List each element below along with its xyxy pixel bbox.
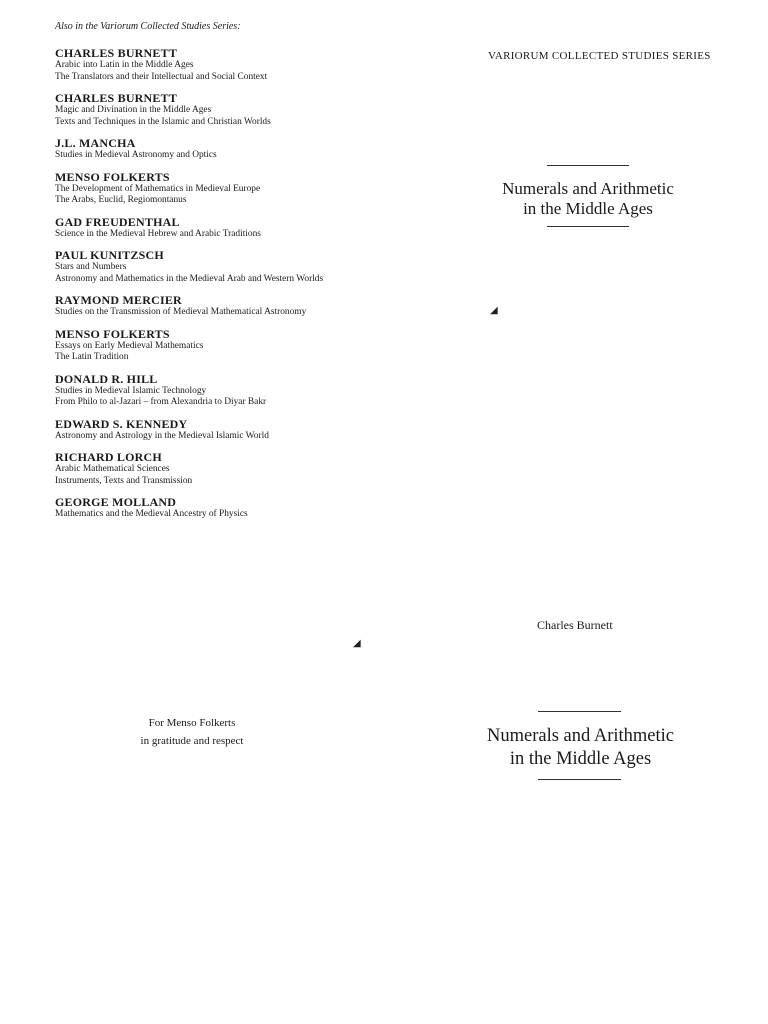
entry-title: Studies in Medieval Islamic Technology	[55, 385, 207, 396]
entry-author: EDWARD S. KENNEDY	[55, 416, 188, 431]
entry-author: MENSO FOLKERTS	[55, 169, 170, 184]
entry-title: Mathematics and the Medieval Ancestry of Physics	[55, 509, 248, 519]
entry-author: CHARLES BURNETT	[55, 91, 178, 105]
entry-subtitle: From Philo to al-Jazari – from Alexandria to Diyar Bakr	[55, 397, 267, 407]
entry-title: Studies in Medieval Astronomy and Optics	[55, 150, 217, 160]
entry-subtitle: The Latin Tradition	[55, 352, 129, 362]
list-item	[55, 450, 435, 487]
entry-author: PAUL KUNITZSCH	[55, 248, 164, 262]
scan-speck: ◢	[490, 305, 498, 316]
entry-author: RICHARD LORCH	[55, 450, 162, 464]
entry-title: Arabic Mathematical Sciences	[55, 464, 170, 474]
entry-title: Essays on Early Medieval Mathematics	[55, 340, 204, 351]
dedication-line-2: in gratitude and respect	[140, 735, 244, 747]
entry-author: J.L. MANCHA	[55, 136, 136, 150]
series-intro: Also in the Variorum Collected Studies Series:	[55, 21, 241, 32]
author-name: Charles Burnett	[537, 618, 613, 632]
half-title-line-1: Numerals and Arithmetic	[502, 179, 674, 198]
list-item	[55, 248, 435, 285]
entry-author: DONALD R. HILL	[55, 371, 158, 386]
entry-subtitle: Texts and Techniques in the Islamic and Christian Worlds	[55, 116, 271, 127]
list-item	[55, 46, 435, 83]
series-label: VARIORUM COLLECTED STUDIES SERIES	[488, 50, 711, 62]
list-item	[55, 417, 435, 443]
dedication	[132, 714, 252, 750]
entry-title: Science in the Medieval Hebrew and Arabic Traditions	[55, 228, 261, 239]
list-item	[55, 372, 435, 409]
series-list	[55, 46, 435, 529]
entry-title: Studies on the Transmission of Medieval Mathematical Astronomy	[55, 307, 307, 317]
main-title-rule-top	[538, 711, 621, 712]
list-item	[55, 136, 435, 162]
scan-speck: ◢	[353, 638, 361, 649]
entry-title: Stars and Numbers	[55, 262, 127, 272]
entry-title: Astronomy and Astrology in the Medieval Islamic World	[55, 430, 269, 441]
main-title-line-1: Numerals and Arithmetic	[486, 726, 674, 746]
entry-subtitle: The Translators and their Intellectual and Social Context	[55, 71, 268, 82]
dedication-line-1: For Menso Folkerts	[148, 717, 236, 729]
list-item	[55, 215, 435, 241]
entry-author: MENSO FOLKERTS	[55, 326, 170, 341]
entry-title: Arabic into Latin in the Middle Ages	[55, 60, 194, 70]
half-title-line-2: in the Middle Ages	[523, 199, 653, 218]
entry-subtitle: Astronomy and Mathematics in the Medieval Arab and Western Worlds	[55, 273, 324, 284]
main-title-line-2: in the Middle Ages	[509, 749, 652, 769]
entry-author: CHARLES BURNETT	[55, 46, 178, 60]
main-title-rule-bottom	[538, 779, 621, 780]
list-item	[55, 293, 435, 319]
list-item	[55, 91, 435, 128]
list-item	[55, 495, 435, 521]
entry-subtitle: Instruments, Texts and Transmission	[55, 475, 193, 486]
list-item	[55, 170, 435, 207]
list-item	[55, 327, 435, 364]
half-title-rule-top	[547, 165, 629, 166]
entry-author: GAD FREUDENTHAL	[55, 214, 180, 229]
main-title	[460, 725, 701, 771]
half-title	[470, 179, 706, 219]
half-title-rule-bottom	[547, 226, 629, 227]
entry-title: The Development of Mathematics in Medieval Europe	[55, 183, 261, 194]
entry-author: GEORGE MOLLAND	[55, 495, 177, 509]
entry-subtitle: The Arabs, Euclid, Regiomontanus	[55, 195, 187, 205]
entry-title: Magic and Divination in the Middle Ages	[55, 105, 212, 115]
entry-author: RAYMOND MERCIER	[55, 293, 182, 307]
